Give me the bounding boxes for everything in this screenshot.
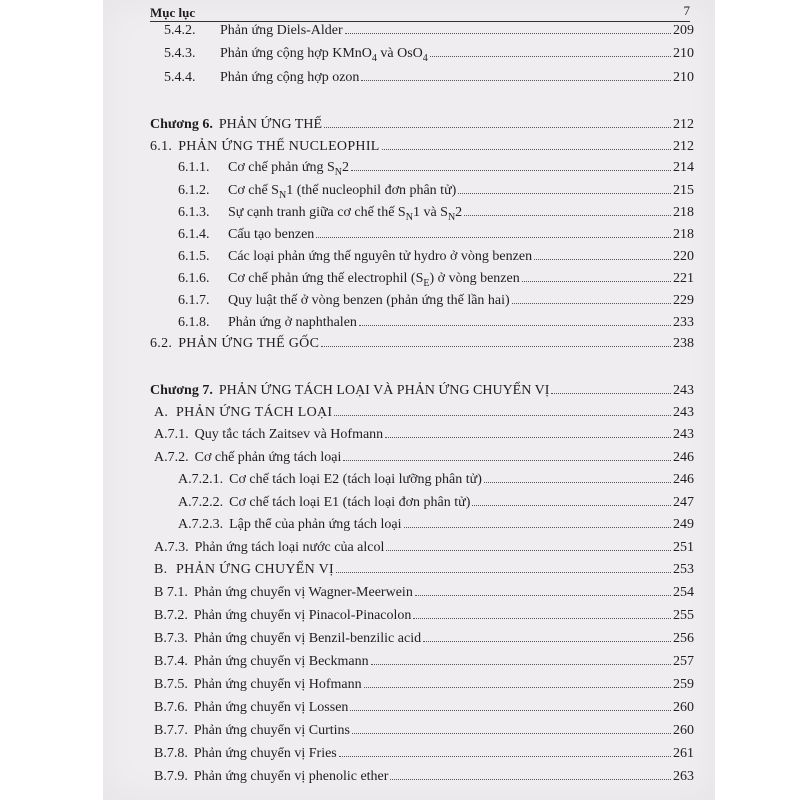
toc-section	[154, 561, 694, 579]
toc-title: Cơ chế $S_N1$ (thế nucleophil đơn phân tử)	[228, 183, 457, 201]
toc-page: 260	[673, 700, 694, 715]
toc-page: 251	[673, 540, 694, 555]
chapter-heading	[150, 116, 694, 134]
toc-page: 256	[673, 631, 694, 646]
running-header	[150, 3, 690, 22]
toc-page: 210	[673, 46, 694, 61]
toc-title: Phản ứng chuyển vị Hofmann	[193, 677, 362, 692]
toc-entry	[154, 630, 694, 648]
toc-title: PHẢN ỨNG TÁCH LOẠI VÀ PHẢN ỨNG CHUYỂN VỊ	[218, 383, 550, 398]
toc-page: 209	[673, 23, 694, 38]
toc-leader	[413, 618, 671, 619]
toc-entry	[154, 745, 694, 763]
toc-title: PHẢN ỨNG CHUYỂN VỊ	[176, 562, 334, 577]
toc-leader	[336, 572, 671, 573]
toc-section	[150, 335, 694, 353]
toc-leader	[404, 527, 671, 528]
toc-number: Chương 7.	[150, 383, 213, 398]
toc-leader	[352, 733, 671, 734]
toc-page: 263	[673, 769, 694, 784]
toc-section	[150, 138, 694, 156]
toc-entry	[178, 314, 694, 332]
toc-title: Phản ứng chuyển vị phenolic ether	[193, 769, 389, 784]
toc-title: Phản ứng Diels-Alder	[220, 23, 343, 38]
toc-page: 210	[673, 70, 694, 85]
toc-entry	[154, 584, 694, 602]
toc-number: B.7.4.	[154, 654, 188, 669]
toc-number: A.7.2.3.	[178, 517, 224, 532]
toc-entry	[178, 292, 694, 310]
toc-leader	[324, 127, 671, 128]
toc-leader	[415, 595, 671, 596]
toc-number: B.7.2.	[154, 608, 188, 623]
toc-title: PHẢN ỨNG THẾ	[218, 117, 323, 132]
toc-number: A.	[154, 405, 169, 420]
toc-number: 5.4.4.	[164, 70, 196, 85]
toc-number: 6.1.2.	[178, 183, 210, 198]
toc-leader	[484, 482, 671, 483]
toc-page: 218	[673, 205, 694, 220]
toc-entry	[154, 449, 694, 467]
toc-title: Phản ứng chuyển vị Wagner-Meerwein	[193, 585, 413, 600]
toc-page: 215	[673, 183, 694, 198]
toc-title: Phản ứng chuyển vị Curtins	[193, 723, 350, 738]
toc-leader	[339, 756, 671, 757]
toc-page: 212	[673, 139, 694, 154]
toc-entry	[178, 471, 694, 489]
toc-number: B.7.8.	[154, 746, 188, 761]
toc-page: 233	[673, 315, 694, 330]
toc-number: B.7.5.	[154, 677, 188, 692]
toc-entry	[164, 45, 694, 63]
toc-number: 6.1.8.	[178, 315, 210, 330]
toc-title: Cơ chế phản ứng thế electrophil $(S_E)$ ở vòng benzen	[228, 271, 520, 289]
toc-page: 229	[673, 293, 694, 308]
toc-leader	[551, 393, 671, 394]
toc-title: Các loại phản ứng thế nguyên tử hydro ở vòng benzen	[228, 249, 533, 264]
toc-entry	[178, 516, 694, 534]
toc-page: 261	[673, 746, 694, 761]
toc-entry	[178, 226, 694, 244]
toc-entry	[178, 270, 694, 288]
toc-entry	[154, 768, 694, 786]
toc-leader	[316, 237, 671, 238]
chapter-heading	[150, 382, 694, 400]
toc-leader	[351, 170, 671, 171]
toc-number: A.7.2.2.	[178, 495, 224, 510]
toc-title: Phản ứng chuyển vị Fries	[193, 746, 337, 761]
toc-entry	[178, 182, 694, 200]
toc-leader	[522, 281, 671, 282]
toc-number: 5.4.2.	[164, 23, 196, 38]
toc-title: Cấu tạo benzen	[228, 227, 315, 242]
toc-title: PHẢN ỨNG TÁCH LOẠI	[176, 405, 333, 420]
toc-page: 238	[673, 336, 694, 351]
toc-page: 221	[673, 271, 694, 286]
toc-page: 254	[673, 585, 694, 600]
toc-title: Phản ứng chuyển vị Benzil-benzilic acid	[193, 631, 422, 646]
toc-title: Cơ chế phản ứng $S_N2$	[228, 160, 349, 178]
toc-leader	[386, 550, 671, 551]
toc-leader	[345, 33, 671, 34]
toc-leader	[361, 80, 671, 81]
toc-leader	[385, 437, 671, 438]
toc-title: Lập thể của phản ứng tách loại	[229, 517, 402, 532]
toc-page: 214	[673, 160, 694, 175]
toc-number: B.7.3.	[154, 631, 188, 646]
toc-leader	[423, 641, 671, 642]
toc-leader	[371, 664, 671, 665]
toc-entry	[154, 426, 694, 444]
toc-number: 6.1.5.	[178, 249, 210, 264]
toc-title: PHẢN ỨNG THẾ GỐC	[178, 336, 320, 351]
toc-leader	[430, 56, 671, 57]
toc-title: PHẢN ỨNG THẾ NUCLEOPHIL	[178, 139, 380, 154]
toc-page: 212	[673, 117, 694, 132]
toc-number: B.7.6.	[154, 700, 188, 715]
toc-page: 218	[673, 227, 694, 242]
toc-leader	[334, 415, 671, 416]
toc-entry	[154, 699, 694, 717]
toc-number: B.	[154, 562, 168, 577]
toc-number: A.7.1.	[154, 427, 189, 442]
toc-title: Phản ứng ở naphthalen	[228, 315, 357, 330]
toc-page: 253	[673, 562, 694, 577]
toc-title: Phản ứng tách loại nước của alcol	[194, 540, 385, 555]
toc-number: Chương 6.	[150, 117, 213, 132]
toc-number: 6.1.7.	[178, 293, 210, 308]
toc-entry	[154, 653, 694, 671]
toc-number: 6.2.	[150, 336, 173, 351]
toc-number: 6.1.4.	[178, 227, 210, 242]
toc-entry	[154, 722, 694, 740]
toc-number: B 7.1.	[154, 585, 188, 600]
toc-leader	[350, 710, 671, 711]
toc-page: 257	[673, 654, 694, 669]
header-page-number: 7	[683, 3, 690, 18]
toc-number: A.7.2.1.	[178, 472, 224, 487]
toc-leader	[364, 687, 671, 688]
toc-leader	[458, 193, 671, 194]
toc-leader	[464, 215, 671, 216]
header-title: Mục lục	[150, 5, 196, 20]
toc-entry	[178, 494, 694, 512]
toc-entry	[178, 159, 694, 177]
toc-page: 243	[673, 427, 694, 442]
toc-number: B.7.9.	[154, 769, 188, 784]
toc-title: Phản ứng chuyển vị Lossen	[193, 700, 349, 715]
toc-number: 6.1.6.	[178, 271, 210, 286]
toc-number: 6.1.	[150, 139, 173, 154]
toc-title: Cơ chế tách loại E2 (tách loại lưỡng phân tử)	[229, 472, 482, 487]
toc-title: Phản ứng cộng hợp ozon	[220, 70, 360, 85]
toc-page: 247	[673, 495, 694, 510]
toc-number: 5.4.3.	[164, 46, 196, 61]
toc-leader	[534, 259, 671, 260]
toc-number: A.7.2.	[154, 450, 189, 465]
toc-title: Sự cạnh tranh giữa cơ chế thế $S_N1$ và $S_N2$	[228, 205, 463, 223]
toc-page: 249	[673, 517, 694, 532]
toc-leader	[382, 149, 671, 150]
toc-entry	[154, 607, 694, 625]
toc-entry	[178, 204, 694, 222]
toc-leader	[359, 325, 671, 326]
toc-number: A.7.3.	[154, 540, 189, 555]
toc-title: Cơ chế tách loại E1 (tách loại đơn phân tử)	[229, 495, 471, 510]
toc-leader	[472, 505, 671, 506]
toc-leader	[390, 779, 671, 780]
toc-leader	[343, 460, 671, 461]
toc-entry	[164, 22, 694, 40]
toc-entry	[164, 69, 694, 87]
toc-page: 260	[673, 723, 694, 738]
toc-title: Cơ chế phản ứng tách loại	[194, 450, 342, 465]
toc-page: 246	[673, 472, 694, 487]
toc-entry	[178, 248, 694, 266]
toc-number: 6.1.1.	[178, 160, 210, 175]
toc-page: 220	[673, 249, 694, 264]
toc-section	[154, 404, 694, 422]
toc-title: Quy tắc tách Zaitsev và Hofmann	[194, 427, 384, 442]
toc-page: 246	[673, 450, 694, 465]
toc-page: 259	[673, 677, 694, 692]
toc-entry	[154, 676, 694, 694]
toc-number: 6.1.3.	[178, 205, 210, 220]
toc-number: B.7.7.	[154, 723, 188, 738]
toc-leader	[512, 303, 671, 304]
toc-page: 243	[673, 383, 694, 398]
toc-page: 243	[673, 405, 694, 420]
toc-entry	[154, 539, 694, 557]
toc-title: Quy luật thế ở vòng benzen (phản ứng thế lần hai)	[228, 293, 510, 308]
toc-leader	[321, 346, 671, 347]
toc-page: 255	[673, 608, 694, 623]
toc-title: Phản ứng chuyển vị Pinacol-Pinacolon	[193, 608, 412, 623]
toc-title: Phản ứng cộng hợp KMnO$_4$ và OsO$_4$	[220, 46, 428, 64]
toc-title: Phản ứng chuyển vị Beckmann	[193, 654, 369, 669]
